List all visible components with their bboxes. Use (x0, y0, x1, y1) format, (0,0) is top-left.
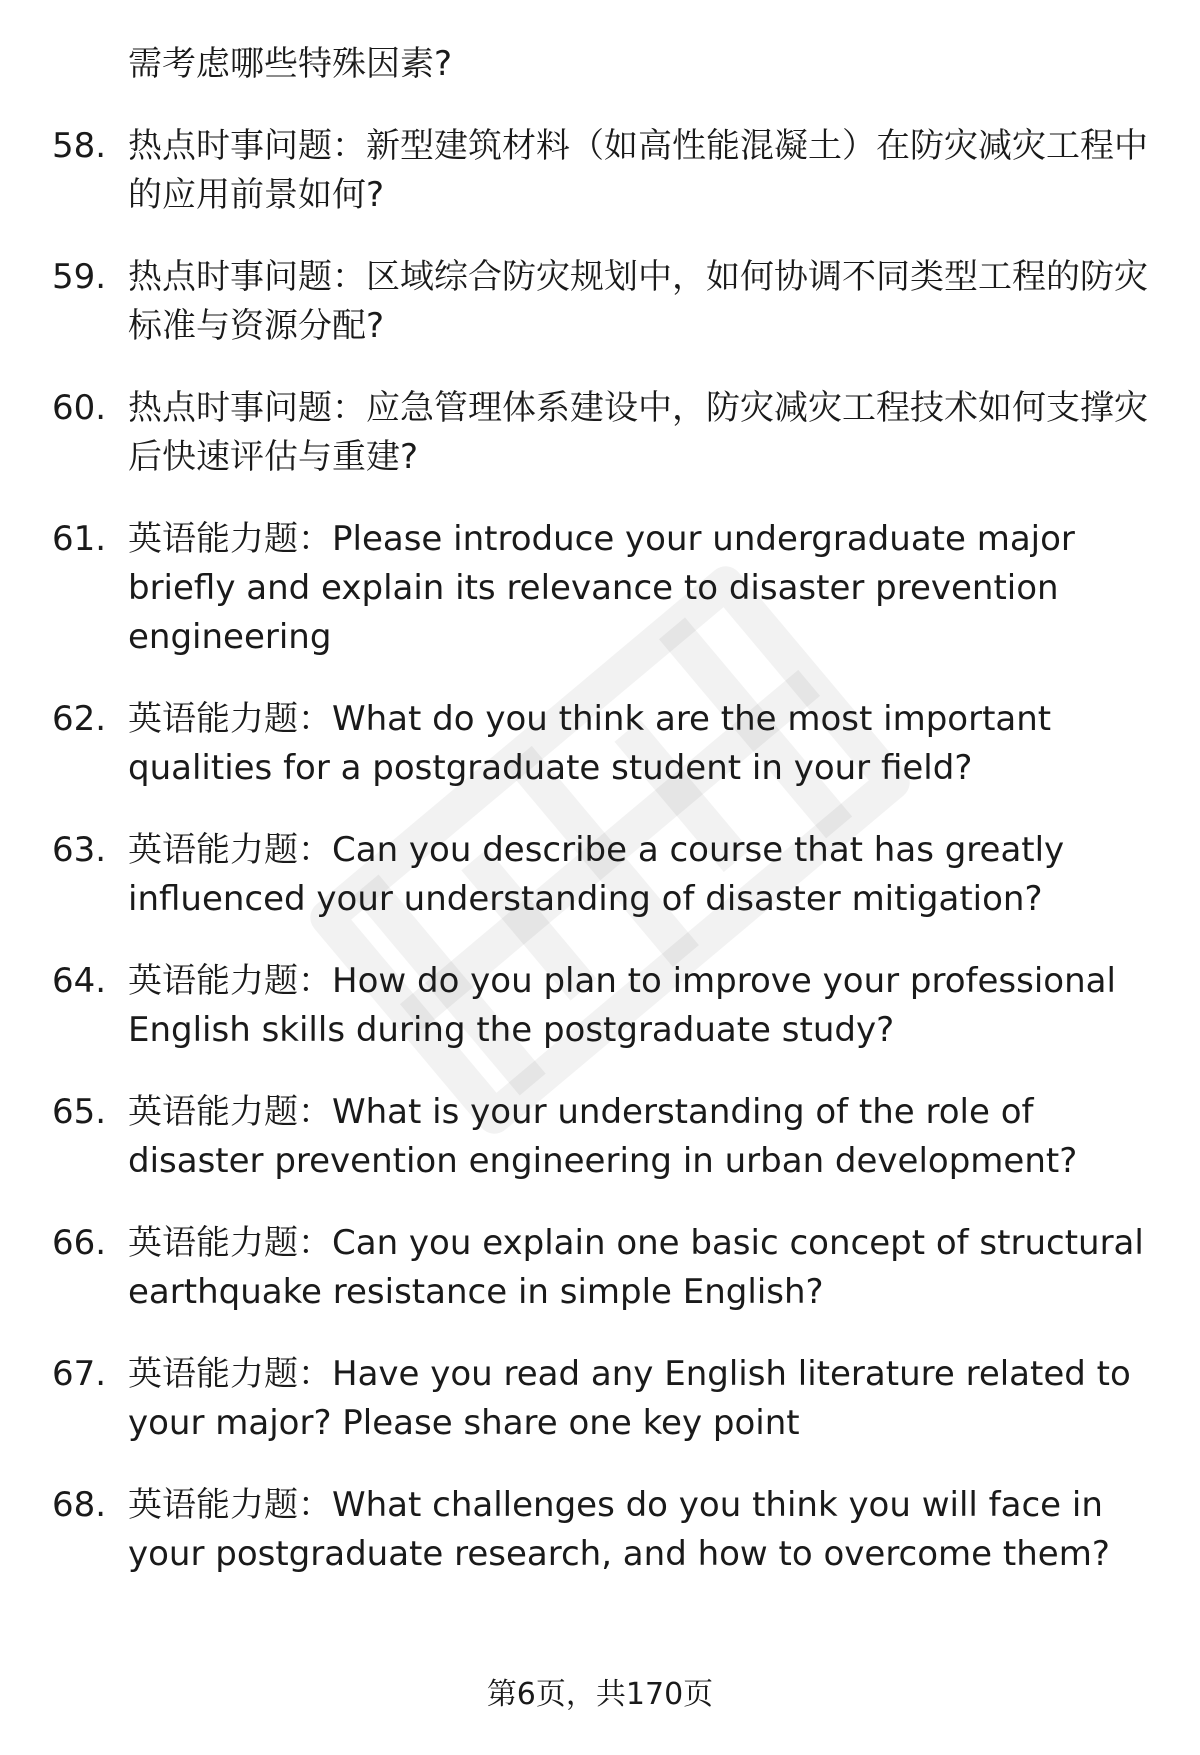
item-number: 62. (52, 699, 107, 739)
item-number: 67. (52, 1354, 107, 1394)
item-number: 66. (52, 1223, 107, 1263)
item-number: 64. (52, 961, 107, 1001)
item-text: 热点时事问题：应急管理体系建设中，防灾减灾工程技术如何支撑灾后快速评估与重建? (128, 388, 1148, 477)
item-text: 热点时事问题：新型建筑材料（如高性能混凝土）在防灾减灾工程中的应用前景如何? (128, 126, 1148, 215)
item-number: 68. (52, 1485, 107, 1525)
item-text: 热点时事问题：区域综合防灾规划中，如何协调不同类型工程的防灾标准与资源分配? (128, 257, 1148, 346)
list-item (0, 695, 1200, 793)
list-item (0, 122, 1200, 220)
list-item (0, 1219, 1200, 1317)
item-text: 英语能力题：Have you read any English literature related to your major? Please share one key point (128, 1354, 1131, 1443)
question-list (0, 40, 1200, 1612)
list-item (0, 384, 1200, 482)
list-item (0, 1350, 1200, 1448)
item-number: 63. (52, 830, 107, 870)
list-item (0, 515, 1200, 662)
item-text: 英语能力题：Please introduce your undergraduate major briefly and explain its relevance to disaster prevention engineering (128, 519, 1075, 657)
item-text: 英语能力题：Can you explain one basic concept of structural earthquake resistance in simple English? (128, 1223, 1144, 1312)
item-text: 英语能力题：Can you describe a course that has greatly influenced your understanding of disaster mitigation? (128, 830, 1065, 919)
list-item (0, 253, 1200, 351)
list-item (0, 1088, 1200, 1186)
page-number: 第6页，共170页 (486, 1677, 714, 1712)
item-text: 英语能力题：What challenges do you think you will face in your postgraduate research, and how to overcome them? (128, 1485, 1110, 1574)
item-text: 英语能力题：What do you think are the most important qualities for a postgraduate student in your field? (128, 699, 1052, 788)
item-number: 60. (52, 388, 107, 428)
item-number: 58. (52, 126, 107, 166)
list-item (0, 1481, 1200, 1579)
item-text: 英语能力题：How do you plan to improve your professional English skills during the postgraduate study? (128, 961, 1116, 1050)
list-item (0, 957, 1200, 1055)
item-number: 65. (52, 1092, 107, 1132)
item-text: 英语能力题：What is your understanding of the role of disaster prevention engineering in urban development? (128, 1092, 1078, 1181)
item-number: 61. (52, 519, 107, 559)
list-item (0, 826, 1200, 924)
continuation-text: 需考虑哪些特殊因素? (128, 44, 453, 84)
item-number: 59. (52, 257, 107, 297)
